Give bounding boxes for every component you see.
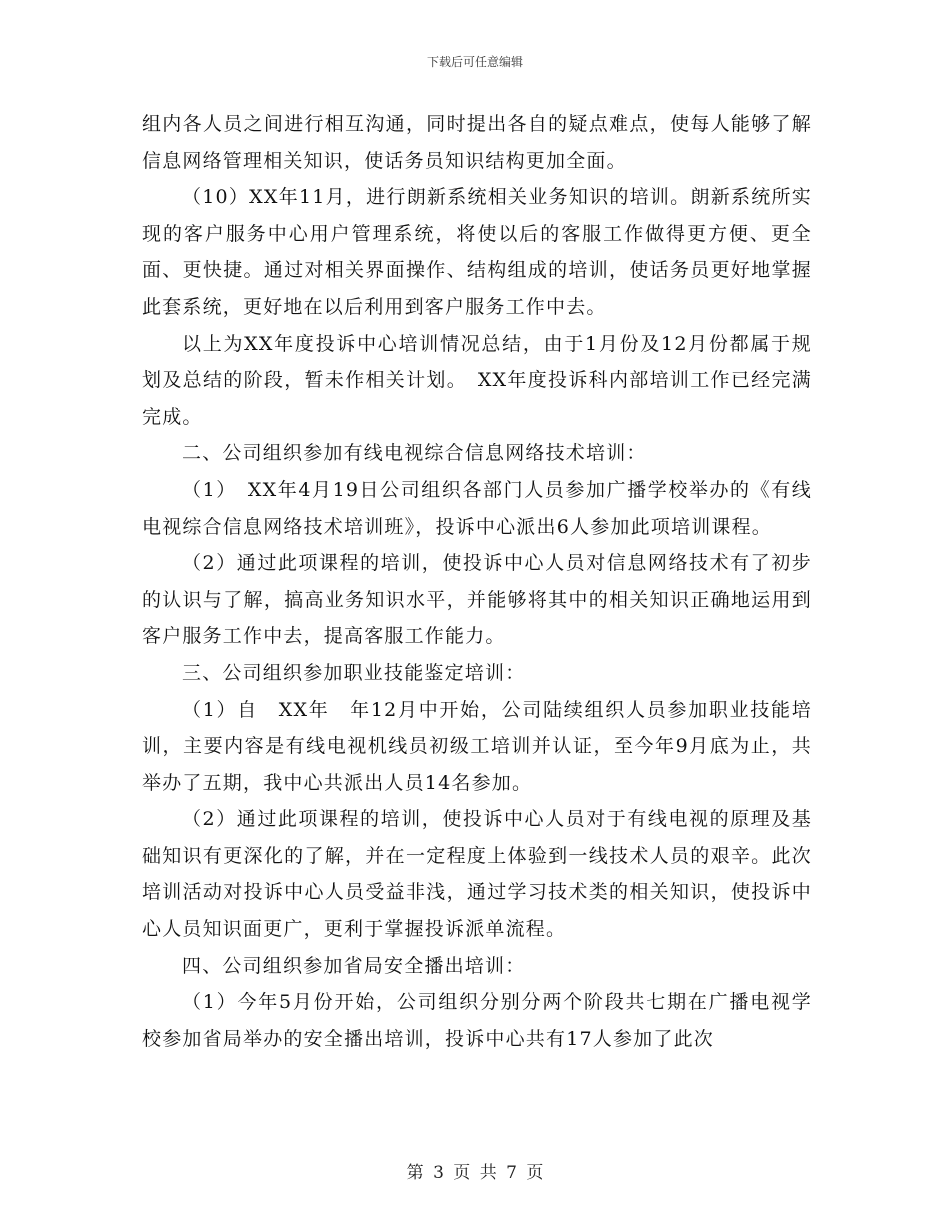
page-header: 下载后可任意编辑	[426, 55, 523, 69]
paragraph-section2-item-1: （1） XX年4月19日公司组织各部门人员参加广播学校举办的《有线电视综合信息网络技术培训班》，投诉中心派出6人参加此项培训课程。	[142, 478, 812, 538]
paragraph-summary: 以上为XX年度投诉中心培训情况总结，由于1月份及12月份都属于规划及总结的阶段，暂未作相关计划。 XX年度投诉科内部培训工作已经完满完成。	[142, 332, 812, 428]
paragraph-item-10: （10）XX年11月，进行朗新系统相关业务知识的培训。朗新系统所实现的客户服务中心用户管理系统，将使以后的客服工作做得更方便、更全面、更快捷。通过对相关界面操作、结构组成的培训，使话务员更好地掌握此套系统，更好地在以后利用到客户服务工作中去。	[142, 186, 812, 318]
paragraph-section4-item-1: （1）今年5月份开始，公司组织分别分两个阶段共七期在广播电视学校参加省局举办的安全播出培训，投诉中心共有17人参加了此次	[142, 991, 812, 1050]
paragraph-continuation: 组内各人员之间进行相互沟通，同时提出各自的疑点难点，使每人能够了解信息网络管理相关知识，使话务员知识结构更加全面。	[142, 113, 812, 172]
section-heading-3: 三、公司组织参加职业技能鉴定培训：	[182, 661, 526, 684]
paragraph-section3-item-2: （2）通过此项课程的培训，使投诉中心人员对于有线电视的原理及基础知识有更深化的了解，并在一定程度上体验到一线技术人员的艰辛。此次培训活动对投诉中心人员受益非浅，通过学习技术类的相关知识，使投诉中心人员知识面更广，更利于掌握投诉派单流程。	[142, 808, 812, 941]
paragraph-section3-item-1: （1）自 XX年 年12月中开始，公司陆续组织人员参加职业技能培训，主要内容是有线电视机线员初级工培训并认证，至今年9月底为止，共举办了五期，我中心共派出人员14名参加。	[142, 698, 812, 794]
paragraph-section2-item-2: （2）通过此项课程的培训，使投诉中心人员对信息网络技术有了初步的认识与了解，搞高业务知识水平，并能够将其中的相关知识正确地运用到客户服务工作中去，提高客服工作能力。	[142, 552, 812, 648]
section-heading-4: 四、公司组织参加省局安全播出培训：	[182, 954, 526, 977]
page-number-footer: 第 3 页 共 7 页	[406, 1163, 544, 1183]
document-body	[142, 106, 812, 1057]
section-heading-2: 二、公司组织参加有线电视综合信息网络技术培训：	[182, 442, 647, 465]
